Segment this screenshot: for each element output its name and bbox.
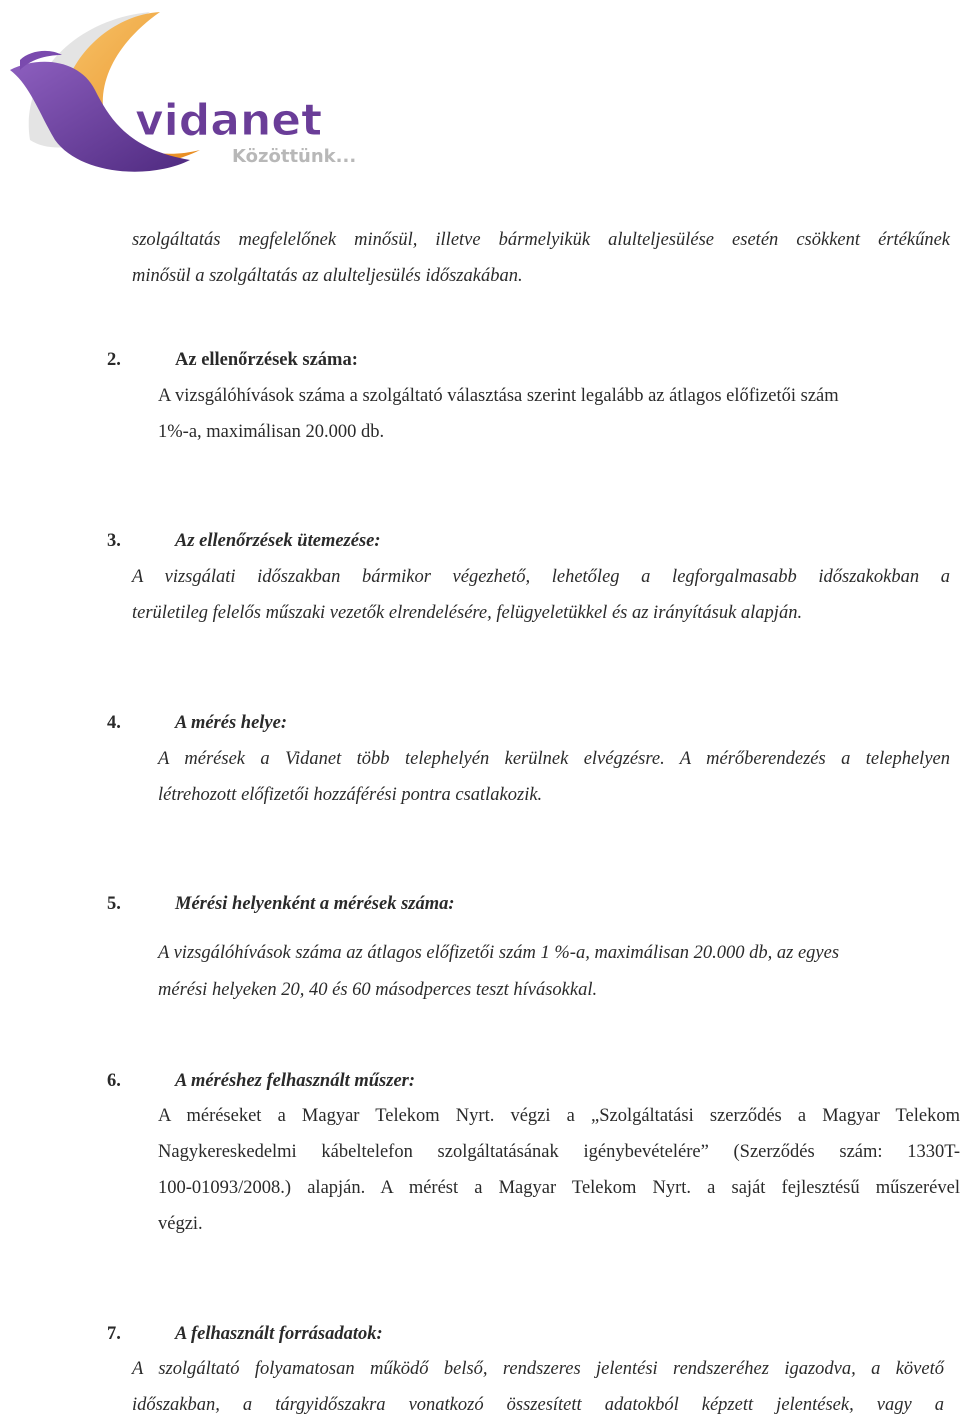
section-2-line-1: A vizsgálóhívások száma a szolgáltató választása szerint legalább az átlagos előfizetői szám	[158, 386, 839, 406]
section-3-line-2: területileg felelős műszaki vezetők elrendelésére, felügyeletükkel és az irányításuk alapján.	[132, 603, 803, 623]
section-5-number: 5.	[107, 894, 121, 914]
section-7-line-2: időszakban, a tárgyidőszakra vonatkozó összesített adatokból képzett jelentések, vagy a	[132, 1395, 944, 1415]
section-6-number: 6.	[107, 1071, 121, 1091]
section-2-number: 2.	[107, 350, 121, 370]
section-5-title: Mérési helyenként a mérések száma:	[175, 894, 455, 914]
section-6-line-3: 100-01093/2008.) alapján. A mérést a Magyar Telekom Nyrt. a saját fejlesztésű műszerével	[158, 1178, 960, 1198]
section-3-number: 3.	[107, 531, 121, 551]
section-6-line-4: végzi.	[158, 1214, 203, 1234]
section-2-title: Az ellenőrzések száma:	[175, 350, 358, 370]
section-7-line-1: A szolgáltató folyamatosan működő belső, rendszeres jelentési rendszeréhez igazodva, a követő	[132, 1359, 944, 1379]
section-2-line-2: 1%-a, maximálisan 20.000 db.	[158, 422, 385, 442]
section-4-line-2: létrehozott előfizetői hozzáférési pontra csatlakozik.	[158, 785, 543, 805]
section-7-title: A felhasznált forrásadatok:	[175, 1324, 383, 1344]
section-4-number: 4.	[107, 713, 121, 733]
intro-line-2: minősül a szolgáltatás az alulteljesülés időszakában.	[132, 266, 523, 286]
logo-tagline-text: Közöttünk...	[232, 146, 357, 167]
vidanet-logo	[0, 0, 480, 200]
section-3-line-1: A vizsgálati időszakban bármikor végezhető, lehetőleg a legforgalmasabb időszakokban a	[132, 567, 950, 587]
section-5-line-2: mérési helyeken 20, 40 és 60 másodperces teszt hívásokkal.	[158, 980, 598, 1000]
section-6-line-1: A méréseket a Magyar Telekom Nyrt. végzi a „Szolgáltatási szerződés a Magyar Telekom	[158, 1106, 960, 1126]
intro-line-1: szolgáltatás megfelelőnek minősül, illetve bármelyikük alulteljesülése esetén csökkent értékűnek	[132, 230, 950, 250]
section-6-title: A méréshez felhasznált műszer:	[175, 1071, 416, 1091]
section-5-line-1: A vizsgálóhívások száma az átlagos előfizetői szám 1 %-a, maximálisan 20.000 db, az egyes	[158, 943, 840, 963]
section-7-number: 7.	[107, 1324, 121, 1344]
logo-swoosh-graphic	[0, 0, 480, 200]
logo-brand-text: vidanet	[135, 95, 323, 146]
section-4-line-1: A mérések a Vidanet több telephelyén kerülnek elvégzésre. A mérőberendezés a telephelyen	[158, 749, 950, 769]
section-4-title: A mérés helye:	[175, 713, 288, 733]
section-3-title: Az ellenőrzések ütemezése:	[175, 531, 381, 551]
section-6-line-2: Nagykereskedelmi kábeltelefon szolgáltatásának igénybevételére” (Szerződés szám: 1330T-	[158, 1142, 960, 1162]
